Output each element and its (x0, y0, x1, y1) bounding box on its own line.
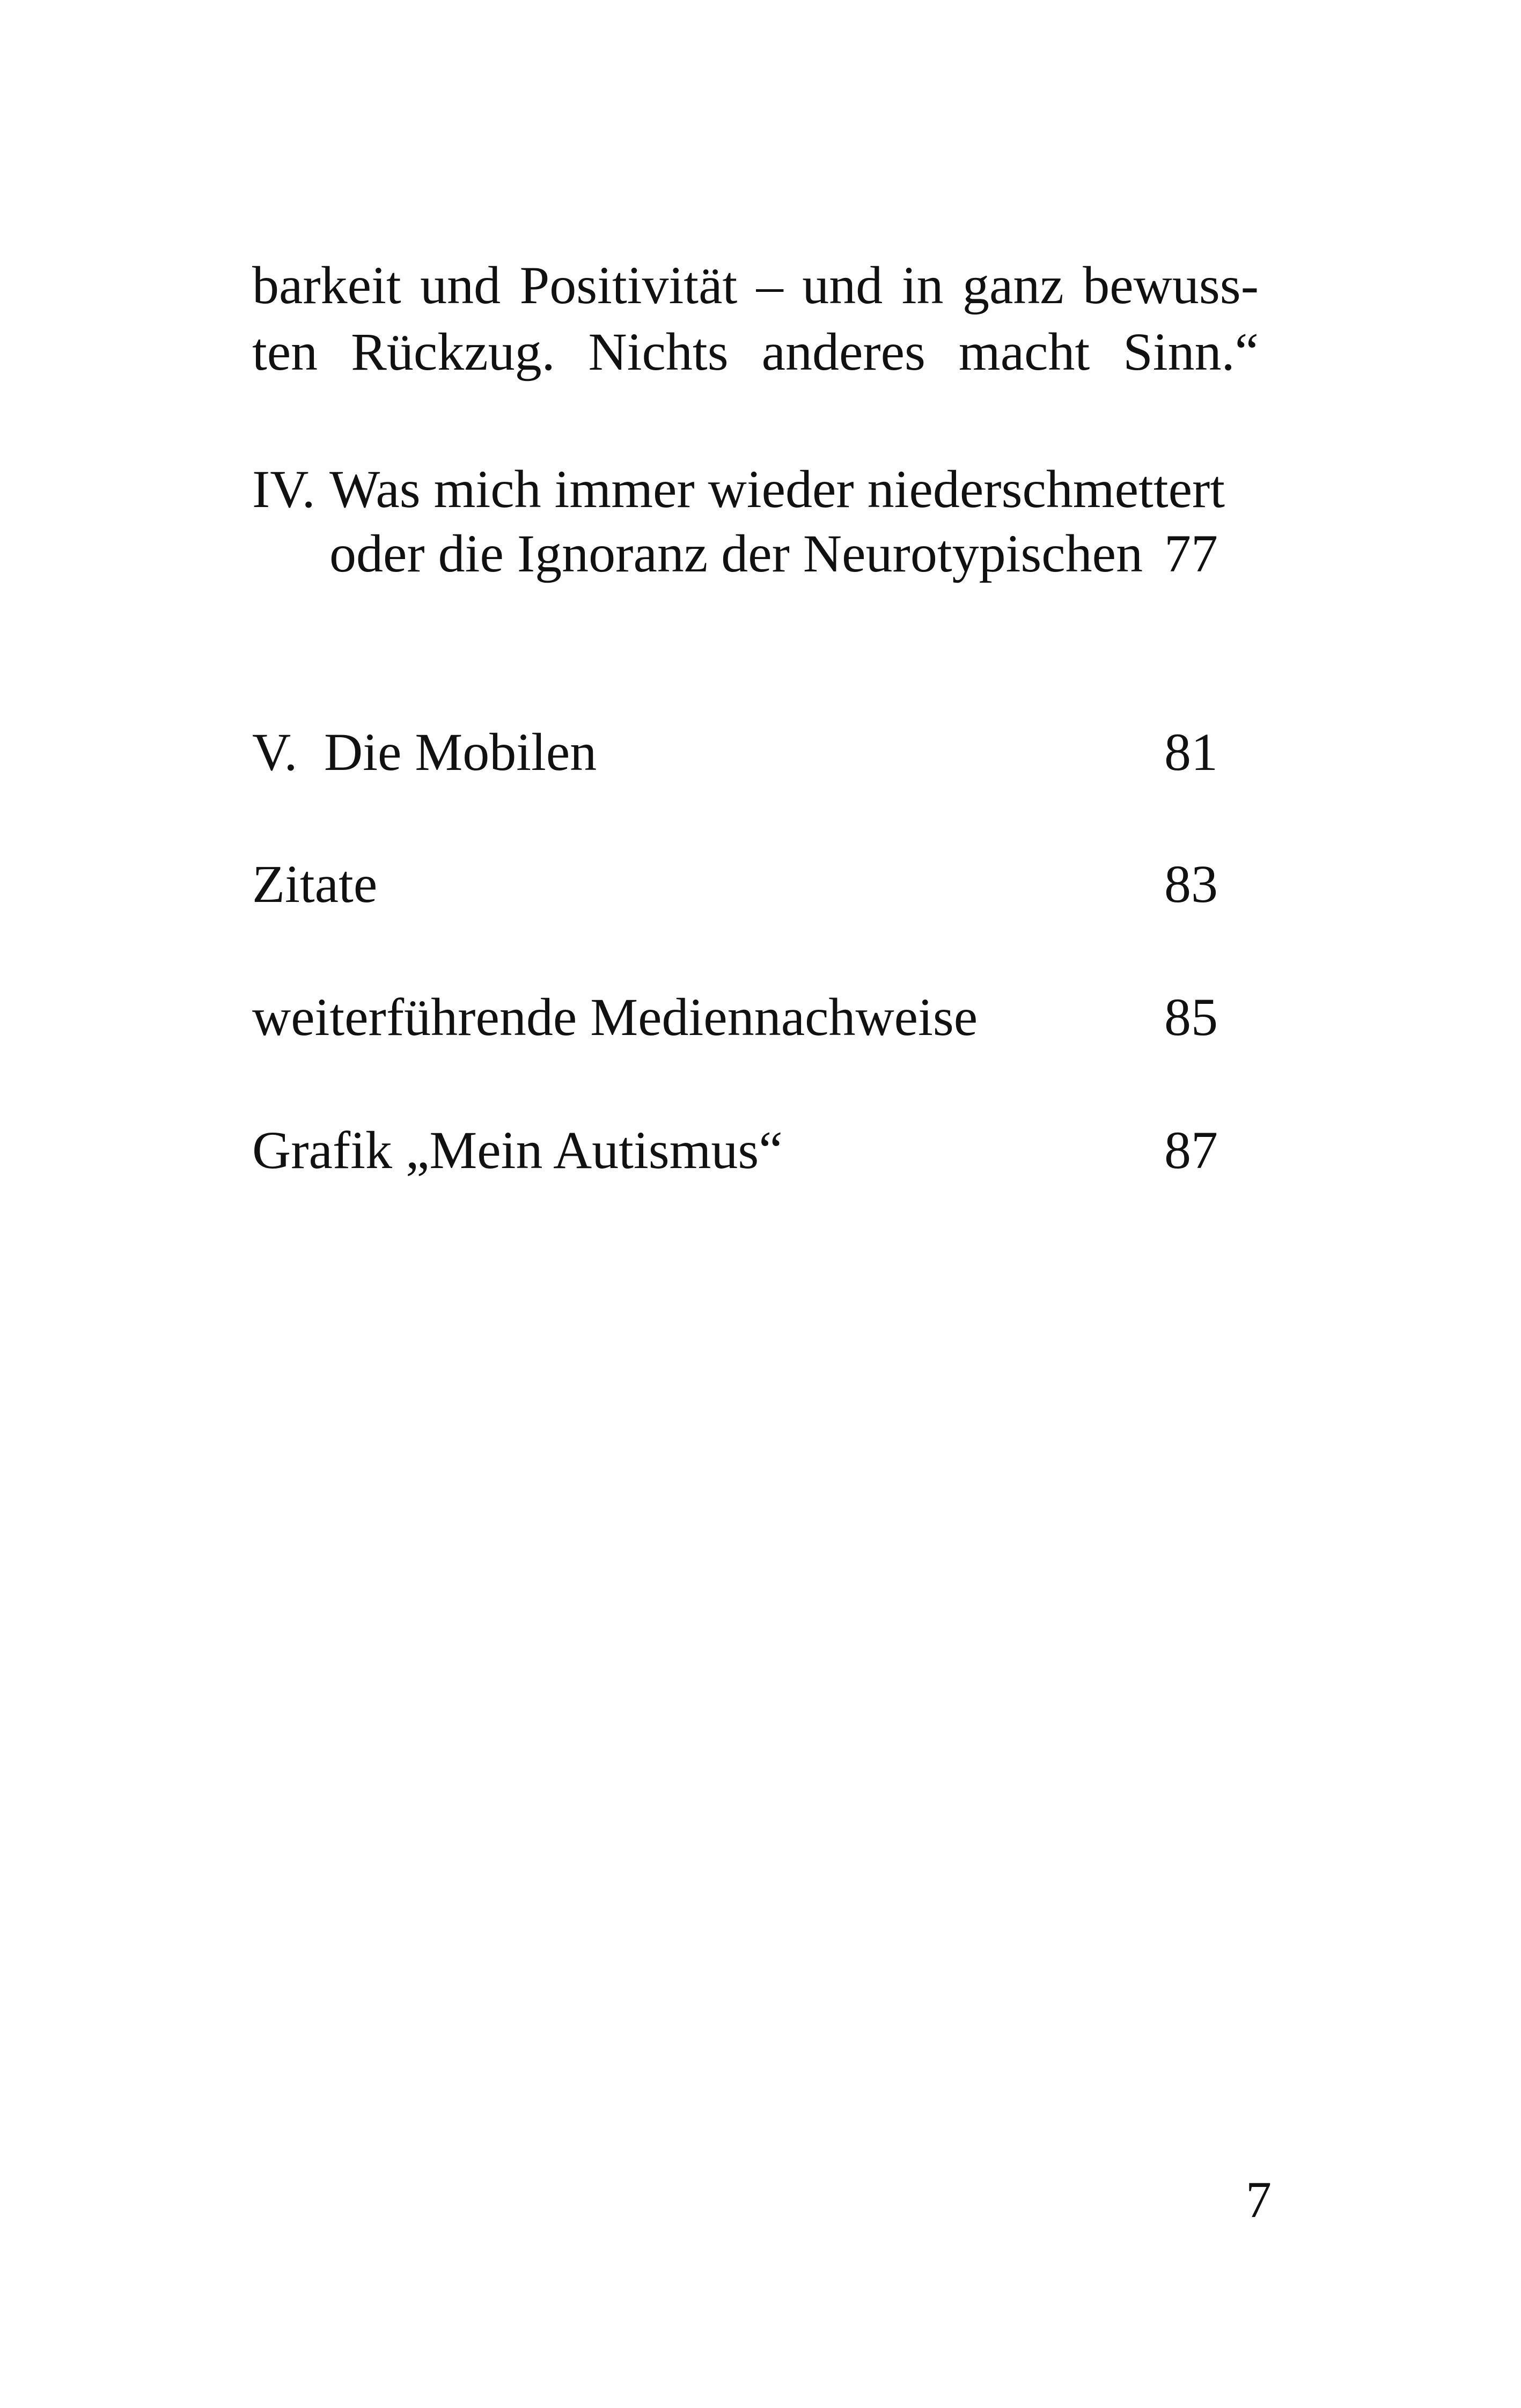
paragraph-line-2: ten Rückzug. Nichts anderes macht Sinn.“ (252, 322, 1259, 381)
toc-entry-5-title: Die Mobilen (324, 722, 597, 782)
toc-entry-medien-page: 85 (1164, 987, 1218, 1047)
toc-entry-4-title-line-1: Was mich immer wieder niederschmettert (329, 459, 1225, 519)
toc-entry-grafik-title: Grafik „Mein Autismus“ (252, 1120, 783, 1180)
toc-entry-grafik-page: 87 (1164, 1120, 1218, 1180)
toc-entry-5 (252, 719, 597, 785)
toc-entry-4-label: IV. (252, 459, 315, 519)
page-number: 7 (1246, 2171, 1272, 2228)
toc-entry-4-page: 77 (1164, 524, 1218, 583)
toc-entry-4-line-1 (252, 456, 1225, 523)
toc-entry-zitate-title: Zitate (252, 854, 378, 914)
toc-entry-5-label: V. (252, 722, 298, 782)
paragraph-line-1: barkeit und Positivität – und in ganz bewuss- (252, 255, 1259, 315)
toc-entry-zitate-page: 83 (1164, 854, 1218, 914)
toc-entry-medien-title: weiterführende Mediennachweise (252, 987, 978, 1047)
toc-entry-4-title-line-2: oder die Ignoranz der Neurotypischen (329, 524, 1143, 583)
toc-entry-5-page: 81 (1164, 722, 1218, 782)
